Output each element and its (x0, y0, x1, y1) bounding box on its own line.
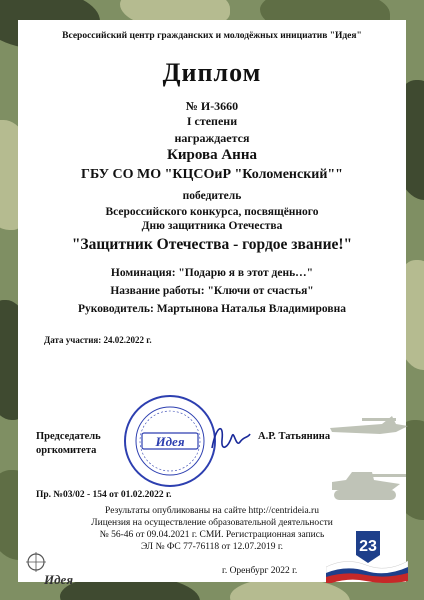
city-year: г. Оренбург 2022 г. (222, 566, 298, 576)
badge-number: 23 (359, 538, 377, 555)
stamp-text: Идея (155, 434, 185, 449)
contest-line-2: Дню защитника Отечества (141, 220, 283, 232)
org-header: Всероссийский центр гражданских и молодёжных инициатив "Идея" (62, 31, 362, 41)
footer-line-1: Результаты опубликованы на сайте http://centrideia.ru (105, 506, 319, 516)
organization-stamp (122, 393, 218, 489)
footer-line-4: ЭЛ № ФС 77-76118 от 12.07.2019 г. (140, 542, 284, 552)
result: победитель (182, 190, 242, 202)
idea-logo (22, 548, 76, 588)
chair-signature (206, 418, 254, 458)
recipient-name: Кирова Анна (167, 147, 257, 163)
awarded-text: награждается (174, 131, 250, 145)
chair-label-line-1: Председатель (36, 431, 101, 442)
degree: I степени (186, 114, 238, 128)
contest-title: "Защитник Отечества - гордое звание!" (71, 236, 353, 253)
supervisor: Руководитель: Мартынова Наталья Владимировна (78, 303, 346, 315)
participation-date: Дата участия: 24.02.2022 г. (44, 335, 152, 345)
order-number: Пр. №03/02 - 154 от 01.02.2022 г. (36, 490, 172, 500)
february-23-badge (326, 527, 408, 583)
chair-label-line-2: оргкомитета (36, 445, 97, 456)
contest-line-1: Всероссийского конкурса, посвящённого (105, 206, 319, 218)
diploma-number: № И-3660 (185, 99, 239, 113)
nomination: Номинация: "Подарю я в этот день…" (110, 267, 314, 279)
chair-name: А.Р. Татьянина (258, 431, 331, 442)
logo-text: Идея (44, 572, 74, 587)
military-silhouettes-decoration (322, 410, 410, 520)
footer-line-3: № 56-46 от 09.04.2021 г. СМИ. Регистрационная запись (99, 530, 325, 540)
diploma-title: Диплом (162, 58, 262, 87)
institution: ГБУ СО МО "КЦСОиР "Коломенский"" (81, 167, 343, 182)
footer-line-2: Лицензия на осуществление образовательной деятельности (91, 518, 333, 528)
work-title: Название работы: "Ключи от счастья" (110, 285, 314, 297)
